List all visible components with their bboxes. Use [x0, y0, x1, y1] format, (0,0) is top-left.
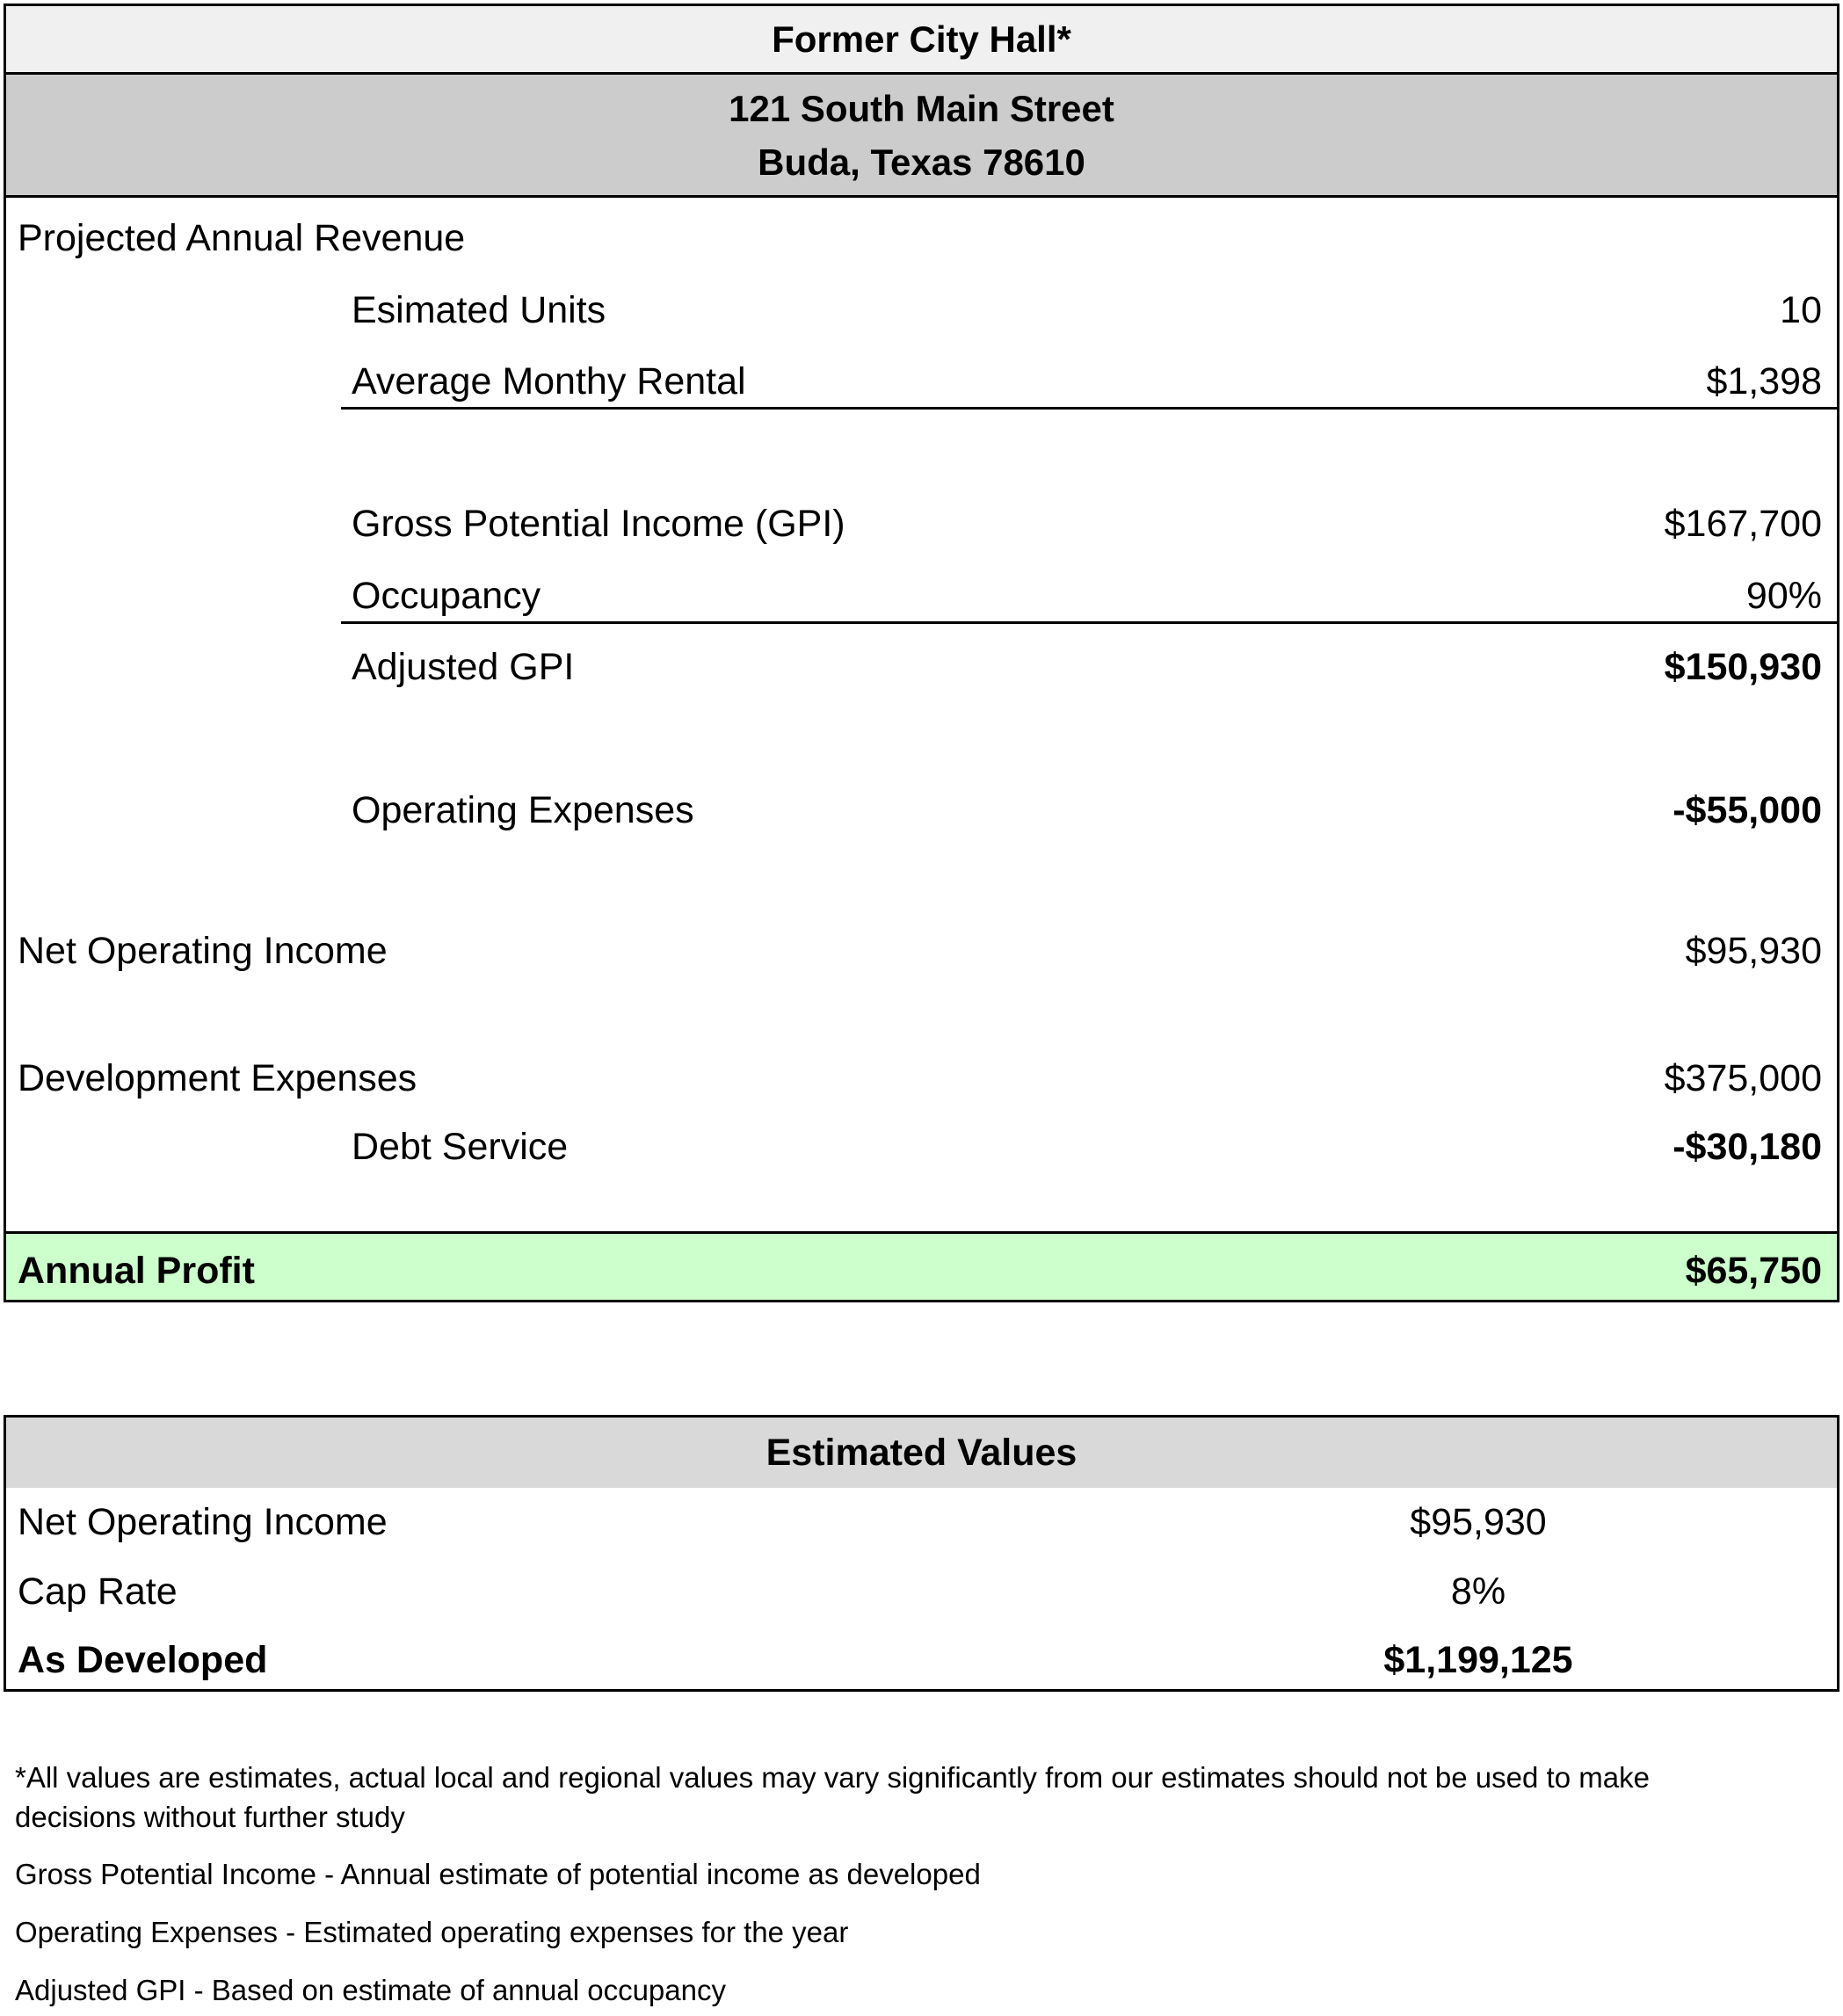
subtotal-rule-2 — [341, 621, 1837, 624]
pro-forma-table — [4, 4, 1839, 1302]
opex-label: Operating Expenses — [352, 789, 694, 831]
address-line-1: 121 South Main Street — [729, 87, 1114, 129]
annual-profit-label: Annual Profit — [18, 1250, 255, 1292]
rental-label: Average Monthy Rental — [352, 360, 746, 402]
opex-value: -$55,000 — [1672, 789, 1822, 831]
noi-label: Net Operating Income — [18, 930, 388, 972]
address-line-2: Buda, Texas 78610 — [758, 141, 1085, 183]
as-developed-value: $1,199,125 — [1383, 1639, 1573, 1681]
units-label: Esimated Units — [352, 289, 606, 331]
revenue-section-label: Projected Annual Revenue — [18, 217, 466, 259]
gpi-value: $167,700 — [1664, 503, 1822, 545]
estimated-values-title: Estimated Values — [6, 1418, 1837, 1488]
gpi-definition-note: Gross Potential Income - Annual estimate of potential income as developed — [15, 1858, 981, 1890]
estimated-values-table — [4, 1415, 1839, 1692]
occupancy-value: 90% — [1745, 575, 1822, 617]
development-label: Development Expenses — [18, 1057, 417, 1099]
adjusted-gpi-label: Adjusted GPI — [352, 646, 575, 688]
rental-value: $1,398 — [1706, 360, 1822, 402]
property-title: Former City Hall* — [6, 6, 1837, 75]
development-value: $375,000 — [1664, 1057, 1822, 1099]
debt-service-value: -$30,180 — [1672, 1126, 1822, 1168]
disclaimer-note: *All values are estimates, actual local and regional values may vary significantly from our estimates should not be used to make decisions without further study — [15, 1761, 1650, 1833]
units-value: 10 — [1780, 289, 1822, 331]
annual-profit-value: $65,750 — [1685, 1250, 1822, 1292]
address-block — [6, 75, 1837, 198]
ev-noi-value: $95,930 — [1410, 1501, 1547, 1543]
adjusted-gpi-value: $150,930 — [1664, 646, 1822, 688]
occupancy-label: Occupancy — [352, 575, 541, 617]
opex-definition-note: Operating Expenses - Estimated operating expenses for the year — [15, 1916, 849, 1948]
adjusted-gpi-definition-note: Adjusted GPI - Based on estimate of annual occupancy — [15, 1974, 726, 2006]
gpi-label: Gross Potential Income (GPI) — [352, 503, 845, 545]
cap-rate-value: 8% — [1450, 1570, 1506, 1613]
cap-rate-label: Cap Rate — [18, 1570, 178, 1613]
ev-noi-label: Net Operating Income — [18, 1501, 388, 1543]
as-developed-label: As Developed — [18, 1639, 268, 1681]
subtotal-rule-1 — [341, 407, 1837, 410]
annual-profit-row — [6, 1231, 1837, 1300]
noi-value: $95,930 — [1685, 930, 1822, 972]
debt-service-label: Debt Service — [352, 1126, 569, 1168]
